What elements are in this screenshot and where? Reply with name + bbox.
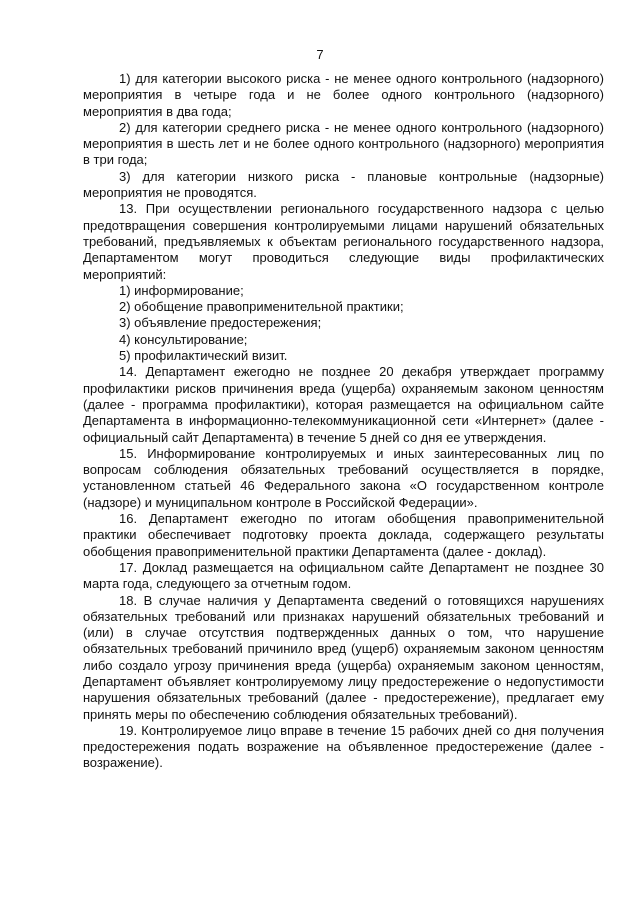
list-item-informing: 1) информирование; bbox=[119, 282, 244, 298]
document-body bbox=[83, 71, 604, 772]
paragraph-16: 16. Департамент ежегодно по итогам обобщения правоприменительной практики обеспечивает подготовку проекта доклада, содержащего результаты обобщения правоприменительной практики Департамента (далее - доклад). bbox=[83, 511, 604, 559]
paragraph-13: 13. При осуществлении регионального государственного надзора с целью предотвращения совершения контролируемыми лицами нарушений обязательных требований, предъявляемых к объектам регионального государственного надзора, Департаментом могут проводиться следующие виды профилактических мероприятий: bbox=[83, 201, 604, 282]
paragraph-17: 17. Доклад размещается на официальном сайте Департамент не позднее 30 марта года, следующего за отчетным годом. bbox=[83, 559, 604, 592]
paragraph-19: 19. Контролируемое лицо вправе в течение 15 рабочих дней со дня получения предостережения подать возражение на объявленное предостережение (далее - возражение). bbox=[83, 722, 604, 771]
paragraph-risk-medium: 2) для категории среднего риска - не менее одного контрольного (надзорного) мероприятия в шесть лет и не более одного контрольного (надзорного) мероприятия в три года; bbox=[83, 119, 604, 168]
paragraph-15: 15. Информирование контролируемых и иных заинтересованных лиц по вопросам соблюдения обязательных требований осуществляется в порядке, установленном статьей 46 Федерального закона «О государственном контроле (надзоре) и муниципальном контроле в Российской Федерации». bbox=[83, 445, 604, 510]
list-item-warning: 3) объявление предостережения; bbox=[119, 315, 322, 331]
paragraph-risk-low: 3) для категории низкого риска - плановые контрольные (надзорные) мероприятия не проводятся. bbox=[83, 168, 604, 201]
paragraph-risk-high: 1) для категории высокого риска - не менее одного контрольного (надзорного) мероприятия в четыре года и не более одного контрольного (надзорного) мероприятия в два года; bbox=[83, 71, 604, 119]
list-item-visit: 5) профилактический визит. bbox=[119, 348, 288, 364]
paragraph-18: 18. В случае наличия у Департамента сведений о готовящихся нарушениях обязательных требований или признаках нарушений обязательных требований и (или) в случае отсутствия подтвержденных данных о том, что нарушение обязательных требований причинило вред (ущерб) охраняемым законом ценностям либо создало угрозу причинения вреда (ущерба) охраняемым законом ценностям, Департамент объявляет контролируемому лицу предостережение о недопустимости нарушения обязательных требований (далее - предостережение), предлагает ему принять меры по обеспечению соблюдения обязательных требований). bbox=[83, 592, 604, 722]
list-item-generalization: 2) обобщение правоприменительной практики; bbox=[119, 299, 404, 315]
page-number: 7 bbox=[316, 47, 324, 62]
list-item-consulting: 4) консультирование; bbox=[119, 331, 248, 347]
paragraph-14: 14. Департамент ежегодно не позднее 20 декабря утверждает программу профилактики рисков причинения вреда (ущерба) охраняемым законом ценностям (далее - программа профилактики), которая размещается на официальном сайте Департамента в информационно-телекоммуникационной сети «Интернет» (далее - официальный сайт Департамента) в течение 5 дней со дня ее утверждения. bbox=[83, 364, 604, 445]
